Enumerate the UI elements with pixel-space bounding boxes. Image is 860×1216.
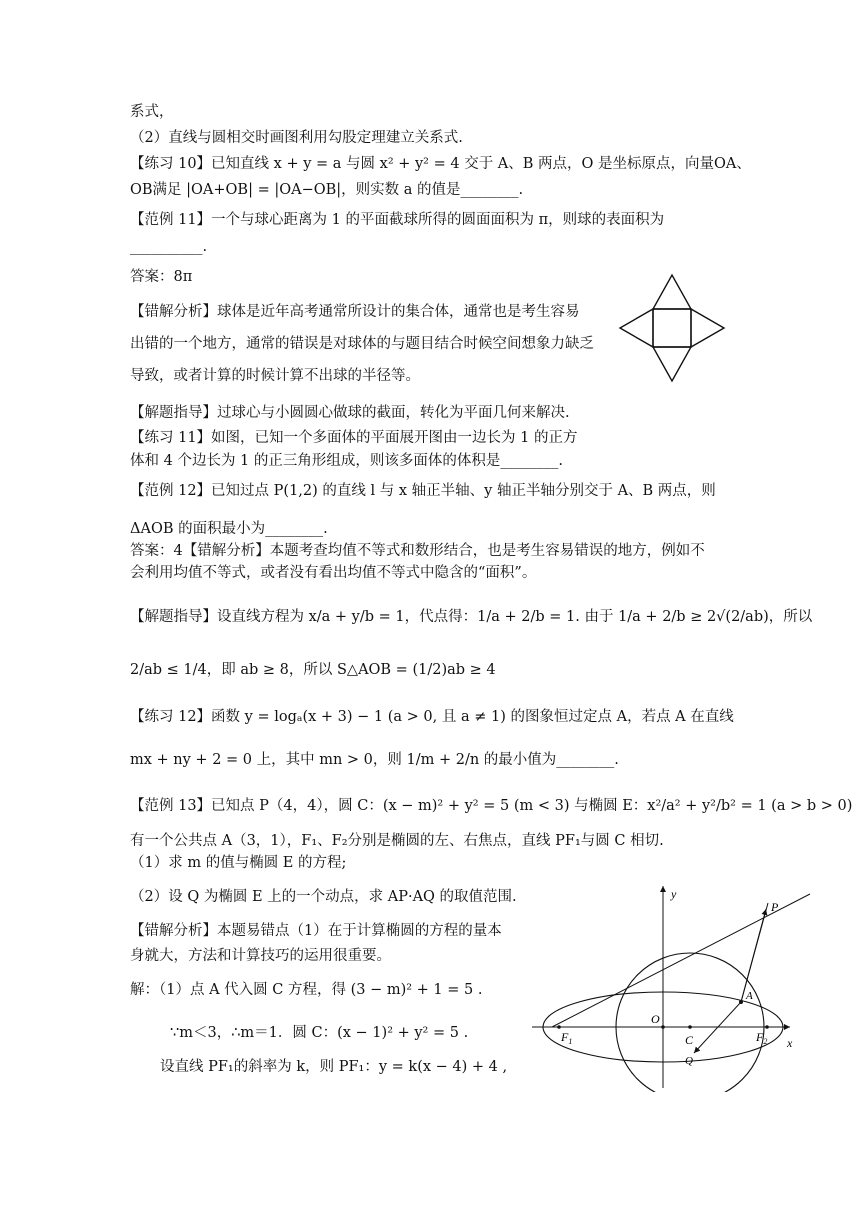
exercise-12-line-2: mx + ny + 2 = 0 上，其中 mn > 0，则 1/m + 2/n 的最小值为________. <box>130 752 619 768</box>
error-analysis-11-a: 【错解分析】球体是近年高考通常所设计的集合体，通常也是考生容易 <box>130 304 580 320</box>
point-o <box>661 1025 665 1029</box>
ellipse-circle-figure <box>530 880 830 1092</box>
label-x: x <box>787 1036 793 1050</box>
answer-11: 答案：8π <box>130 269 193 285</box>
error-analysis-13-b: 身就大，方法和计算技巧的运用很重要。 <box>130 948 391 964</box>
label-a: A <box>746 990 753 1002</box>
polyhedron-net-figure <box>612 268 754 386</box>
guidance-12-line-2: 2/ab ≤ 1/4，即 ab ≥ 8，所以 S△AOB = (1/2)ab ≥ 4 <box>130 662 496 678</box>
error-analysis-11-b: 出错的一个地方，通常的错误是对球体的与题目结合时候空间想象力缺乏 <box>130 336 594 352</box>
example-13-line-2: 有一个公共点 A（3，1），F₁、F₂分别是椭圆的左、右焦点，直线 PF₁与圆 C 相切. <box>130 833 664 849</box>
guidance-12-line-1: 【解题指导】设直线方程为 x/a + y/b = 1，代点得：1/a + 2/b = 1. 由于 1/a + 2/b ≥ 2√(2/ab)，所以 <box>130 609 813 625</box>
example-13-part-1: （1）求 m 的值与椭圆 E 的方程; <box>130 855 347 871</box>
example-12-line-2: ΔAOB 的面积最小为________. <box>130 521 328 537</box>
exercise-11-line-1: 【练习 11】如图，已知一个多面体的平面展开图由一边长为 1 的正方 <box>130 430 578 446</box>
label-o: O <box>651 1012 660 1026</box>
line-02: （2）直线与圆相交时画图利用勾股定理建立关系式. <box>130 130 463 146</box>
answer-12-line-2: 会利用均值不等式，或者没有看出均值不等式中隐含的“面积”。 <box>130 565 537 581</box>
example-13-part-2: （2）设 Q 为椭圆 E 上的一个动点，求 AP·AQ 的取值范围. <box>130 889 517 905</box>
point-f2 <box>765 1025 769 1029</box>
example-11-line-2: __________. <box>130 239 208 255</box>
label-c: C <box>685 1033 694 1047</box>
point-c <box>688 1025 692 1029</box>
guidance-11: 【解题指导】过球心与小圆圆心做球的截面，转化为平面几何来解决. <box>130 405 570 421</box>
label-f1: $F_1$ <box>561 1030 573 1046</box>
solution-13-line-1: 解：（1）点 A 代入圆 C 方程，得 (3 − m)² + 1 = 5 . <box>130 982 483 998</box>
error-analysis-13-a: 【错解分析】本题易错点（1）在于计算椭圆的方程的量本 <box>130 923 502 939</box>
circle-c <box>616 953 764 1092</box>
label-p: P <box>771 900 779 914</box>
error-analysis-11-c: 导致，或者计算的时候计算不出球的半径等。 <box>130 368 420 384</box>
exercise-11-line-2: 体和 4 个边长为 1 的正三角形组成，则该多面体的体积是________. <box>130 453 563 469</box>
label-f2: $F_2$ <box>756 1030 768 1046</box>
example-13-line-1: 【范例 13】已知点 P（4，4），圆 C：(x − m)² + y² = 5 (m < 3) 与椭圆 E：x²/a² + y²/b² = 1 (a > b > 0) <box>130 798 853 814</box>
point-a <box>739 1000 743 1004</box>
answer-12-line-1: 答案：4【错解分析】本题考查均值不等式和数形结合，也是考生容易错误的地方，例如不 <box>130 543 705 559</box>
point-f1 <box>557 1025 561 1029</box>
solution-13-line-2: ∵m＜3，∴m＝1．圆 C：(x − 1)² + y² = 5 . <box>170 1025 469 1041</box>
label-q: Q <box>685 1055 693 1067</box>
line-01: 系式， <box>130 104 174 120</box>
solution-13-line-3: 设直线 PF₁的斜率为 k，则 PF₁：y = k(x − 4) + 4 , <box>160 1059 508 1075</box>
example-12-line-1: 【范例 12】已知过点 P(1,2) 的直线 l 与 x 轴正半轴、y 轴正半轴分别交于 A、B 两点，则 <box>130 483 716 499</box>
label-y: y <box>671 887 677 901</box>
example-11-line-1: 【范例 11】一个与球心距离为 1 的平面截球所得的圆面面积为 π，则球的表面积为 <box>130 212 665 228</box>
exercise-12-line-1: 【练习 12】函数 y = logₐ(x + 3) − 1 (a > 0, 且 a ≠ 1) 的图象恒过定点 A，若点 A 在直线 <box>130 709 734 725</box>
exercise-10-line-1: 【练习 10】已知直线 x + y = a 与圆 x² + y² = 4 交于 A、B 两点，O 是坐标原点，向量OA、 <box>130 156 751 172</box>
exercise-10-line-2: OB满足 |OA+OB| = |OA−OB|，则实数 a 的值是________. <box>130 182 524 198</box>
